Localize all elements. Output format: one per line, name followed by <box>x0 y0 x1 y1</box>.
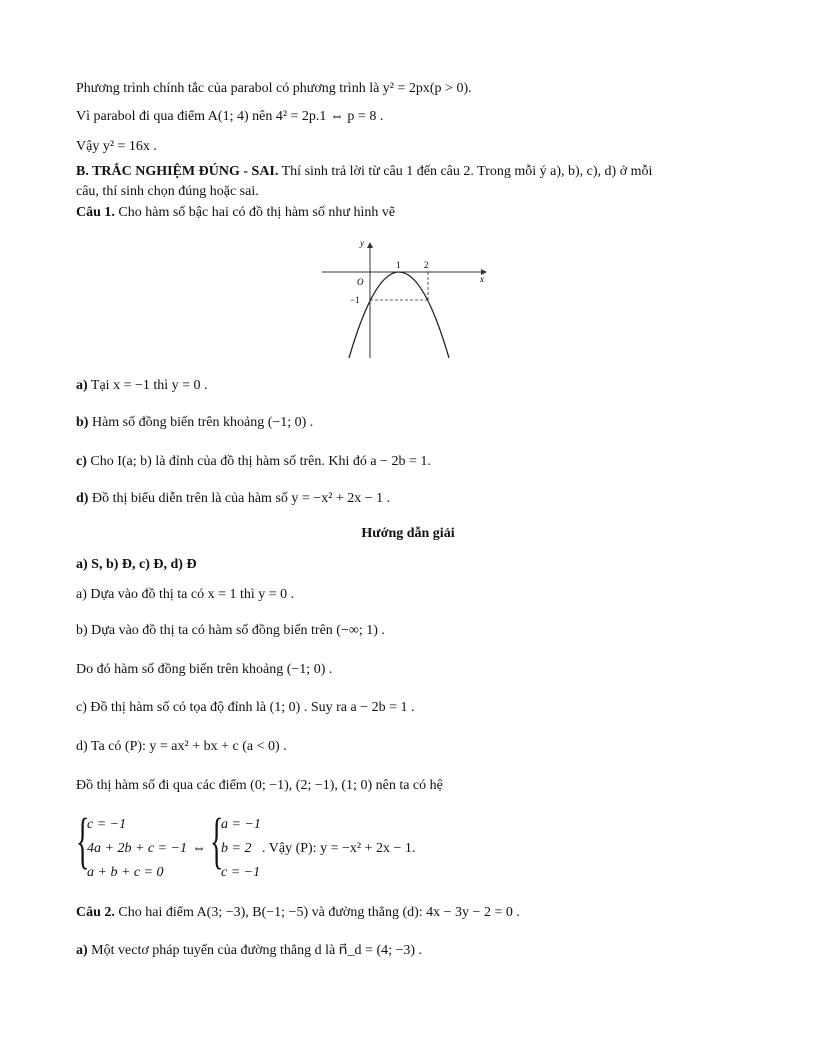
option-a-text: Tại x = −1 thì y = 0 . <box>87 378 208 393</box>
section-b-line-2: câu, thí sinh chọn đúng hoặc sai. <box>76 184 259 199</box>
intro-line-1: Phương trình chính tắc của parabol có phương trình là y² = 2px(p > 0). <box>76 81 472 96</box>
section-b-line-1 <box>76 163 652 181</box>
x-axis-label: x <box>480 274 484 284</box>
solution-c: c) Đồ thị hàm số có tọa độ đỉnh là (1; 0) . Suy ra a − 2b = 1 . <box>76 700 415 715</box>
option-c-label: c) <box>76 454 87 469</box>
cau2-a-text: Một vectơ pháp tuyến của đường thẳng d là n⃗_d = (4; −3) . <box>87 943 423 958</box>
option-b-text: Hàm số đồng biến trên khoảng (−1; 0) . <box>88 415 314 430</box>
cau2-text: Cho hai điểm A(3; −3), B(−1; −5) và đường thẳng (d): 4x − 3y − 2 = 0 . <box>114 905 520 920</box>
cau1-option-d <box>76 490 390 508</box>
tick-label-2: 2 <box>424 260 429 270</box>
option-b-label: b) <box>76 415 89 430</box>
parabol-graph <box>318 235 494 360</box>
system-left-eq-2: 4a + 2b + c = −1 <box>87 841 188 856</box>
solution-d-2: Đồ thị hàm số đi qua các điểm (0; −1), (2; −1), (1; 0) nên ta có hệ <box>76 778 443 793</box>
solution-heading: Hướng dẫn giải <box>361 526 455 541</box>
system-conclusion: . Vậy (P): y = −x² + 2x − 1. <box>262 841 416 856</box>
cau1-question <box>76 204 395 222</box>
y-axis-label: y <box>360 238 364 248</box>
equivalence-symbol: ⇔ <box>192 841 206 856</box>
tick-label-neg1: −1 <box>350 295 360 305</box>
cau2-a-label: a) <box>76 943 88 958</box>
option-d-text: Đồ thị biểu diễn trên là của hàm số y = −x² + 2x − 1 . <box>88 491 391 506</box>
cau1-label: Câu 1. <box>76 205 115 220</box>
section-b-heading: B. TRẮC NGHIỆM ĐÚNG - SAI. <box>76 164 279 179</box>
option-d-label: d) <box>76 491 89 506</box>
cau1-option-a <box>76 377 208 395</box>
section-b-text: Thí sinh trả lời từ câu 1 đến câu 2. Trong mỗi ý a), b), c), d) ở mỗi <box>278 164 653 179</box>
system-left-eq-1: c = −1 <box>87 817 127 832</box>
cau1-option-b <box>76 414 313 432</box>
system-right-eq-1: a = −1 <box>221 817 261 832</box>
cau2-label: Câu 2. <box>76 905 115 920</box>
system-right-eq-3: c = −1 <box>221 865 261 880</box>
right-brace: { <box>210 807 224 875</box>
system-left <box>87 813 187 885</box>
cau2-option-a <box>76 942 422 960</box>
solution-b-2: Do đó hàm số đồng biến trên khoảng (−1; 0) . <box>76 662 333 677</box>
solution-answers: a) S, b) Đ, c) Đ, d) Đ <box>76 557 197 572</box>
option-c-text: Cho I(a; b) là đỉnh của đồ thị hàm số trên. Khi đó a − 2b = 1. <box>86 454 431 469</box>
intro-line-2: Vì parabol đi qua điểm A(1; 4) nên 4² = 2p.1 ⇔ p = 8 . <box>76 109 384 124</box>
left-brace: { <box>76 807 90 875</box>
solution-a: a) Dựa vào đồ thị ta có x = 1 thì y = 0 . <box>76 587 295 602</box>
system-right-eq-2: b = 2 <box>221 841 252 856</box>
cau1-text: Cho hàm số bậc hai có đồ thị hàm số như hình vẽ <box>114 205 396 220</box>
cau2-question <box>76 904 520 922</box>
system-left-eq-3: a + b + c = 0 <box>87 865 164 880</box>
system-right <box>221 813 261 885</box>
solution-d-1: d) Ta có (P): y = ax² + bx + c (a < 0) . <box>76 739 287 754</box>
option-a-label: a) <box>76 378 88 393</box>
tick-label-1: 1 <box>396 260 401 270</box>
intro-line-3: Vậy y² = 16x . <box>76 139 157 154</box>
parabola-curve <box>349 272 449 358</box>
solution-b-1: b) Dựa vào đồ thị ta có hàm số đồng biến trên (−∞; 1) . <box>76 623 385 638</box>
cau1-option-c <box>76 453 431 471</box>
origin-label: O <box>357 277 364 287</box>
